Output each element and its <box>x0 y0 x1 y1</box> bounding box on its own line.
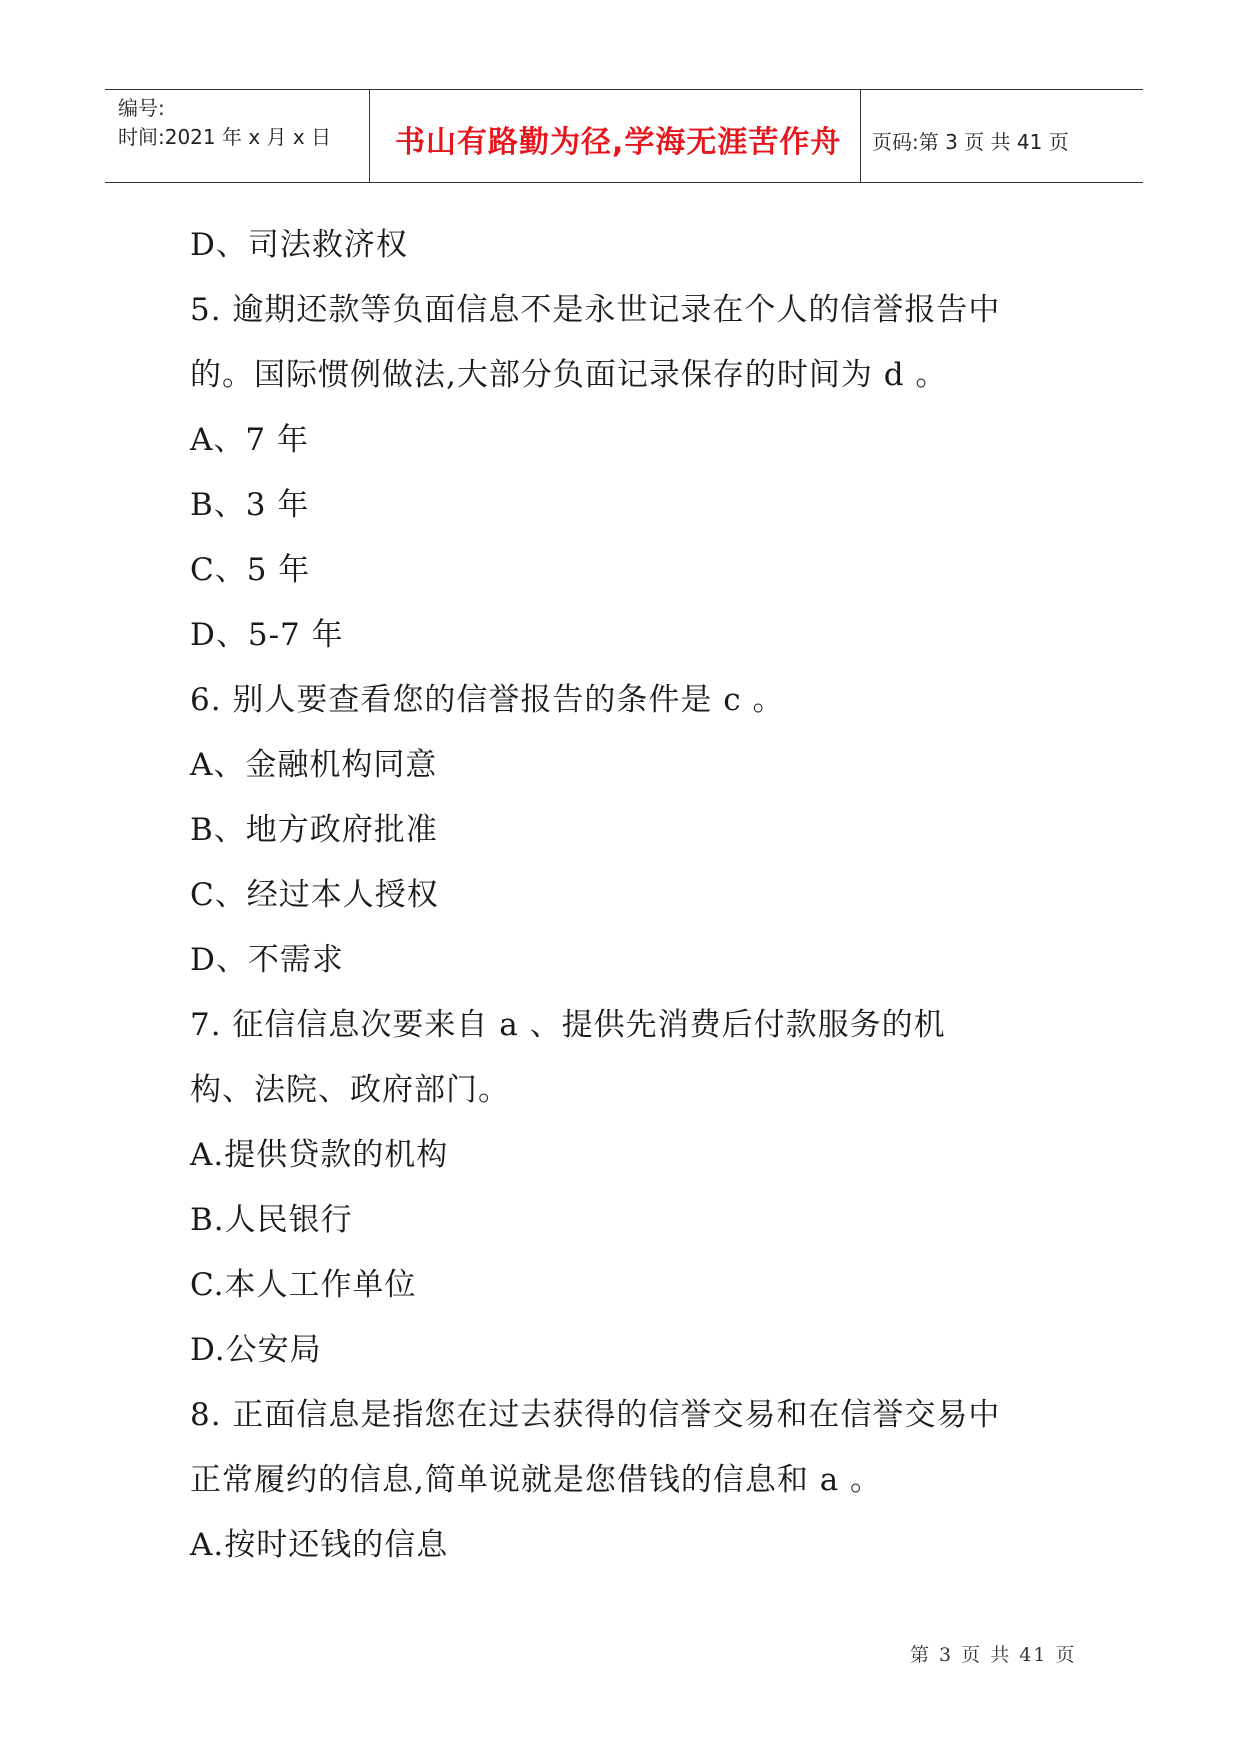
header-divider-right <box>860 89 861 183</box>
header-date: 时间:2021 年 x 月 x 日 <box>118 125 332 149</box>
header-bottom-rule <box>105 182 1143 183</box>
header-serial-label: 编号: <box>118 96 165 120</box>
page-footer: 第 3 页 共 41 页 <box>910 1644 1077 1666</box>
question-line: 5. 逾期还款等负面信息不是永世记录在个人的信誉报告中 <box>190 292 1001 328</box>
option-line: B.人民银行 <box>190 1202 353 1238</box>
option-line: C、经过本人授权 <box>190 877 439 913</box>
option-line: D、司法救济权 <box>190 227 408 263</box>
question-line: 6. 别人要查看您的信誉报告的条件是 c 。 <box>190 682 785 718</box>
header-motto: 书山有路勤为径,学海无涯苦作舟 <box>395 125 842 160</box>
option-line: A、金融机构同意 <box>190 747 438 783</box>
header-page-code: 页码:第 3 页 共 41 页 <box>872 130 1069 154</box>
question-line: 的。国际惯例做法,大部分负面记录保存的时间为 d 。 <box>190 357 948 393</box>
option-line: B、3 年 <box>190 487 310 523</box>
question-line: 正常履约的信息,简单说就是您借钱的信息和 a 。 <box>190 1462 883 1498</box>
question-line: 8. 正面信息是指您在过去获得的信誉交易和在信誉交易中 <box>190 1397 1001 1433</box>
option-line: C、5 年 <box>190 552 311 588</box>
option-line: D、不需求 <box>190 942 344 978</box>
option-line: A.提供贷款的机构 <box>190 1137 449 1173</box>
header-divider-left <box>369 89 370 183</box>
option-line: A、7 年 <box>190 422 309 458</box>
option-line: C.本人工作单位 <box>190 1267 417 1303</box>
option-line: A.按时还钱的信息 <box>190 1527 449 1563</box>
question-line: 构、法院、政府部门。 <box>190 1072 510 1108</box>
option-line: D.公安局 <box>190 1332 322 1368</box>
header-top-rule <box>105 89 1143 90</box>
option-line: B、地方政府批准 <box>190 812 438 848</box>
question-line: 7. 征信信息次要来自 a 、提供先消费后付款服务的机 <box>190 1007 946 1043</box>
option-line: D、5-7 年 <box>190 617 344 653</box>
